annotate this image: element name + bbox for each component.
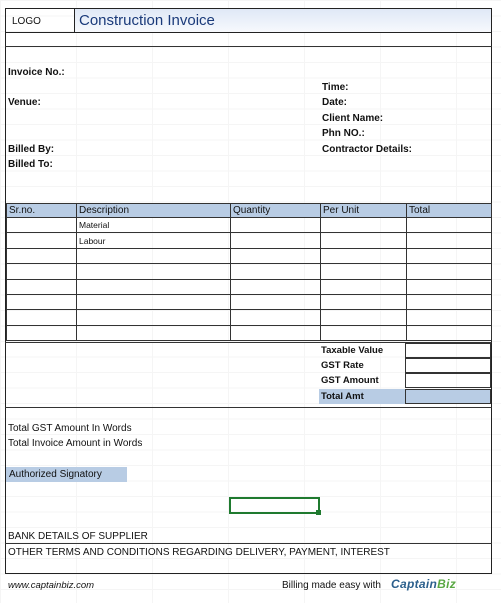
col-header-per-unit[interactable]: Per Unit <box>321 204 407 218</box>
logo-cell[interactable]: LOGO <box>5 8 75 33</box>
table-cell[interactable] <box>407 233 492 248</box>
total-amt-label: Total Amt <box>321 391 364 402</box>
table-cell[interactable] <box>321 218 407 233</box>
table-cell[interactable]: Labour <box>77 233 231 248</box>
fill-handle[interactable] <box>316 510 321 515</box>
footer-website[interactable]: www.captainbiz.com <box>8 580 95 591</box>
billed-by-label[interactable]: Billed By: <box>8 144 55 155</box>
table-cell[interactable] <box>77 264 231 279</box>
contractor-details-label[interactable]: Contractor Details: <box>322 144 413 155</box>
authorized-signatory[interactable]: Authorized Signatory <box>6 467 127 482</box>
table-cell[interactable] <box>231 294 321 309</box>
table-cell[interactable] <box>77 294 231 309</box>
table-cell[interactable] <box>231 310 321 325</box>
gst-rate-label: GST Rate <box>321 360 364 371</box>
table-cell[interactable] <box>407 310 492 325</box>
gst-rate-row <box>319 358 491 373</box>
total-amt-row <box>319 389 491 404</box>
invoice-title[interactable]: Construction Invoice <box>75 8 492 33</box>
table-cell[interactable] <box>7 279 77 294</box>
taxable-value-row <box>319 343 491 358</box>
gst-amount-label: GST Amount <box>321 375 379 386</box>
invoice-no-label[interactable]: Invoice No.: <box>8 67 65 78</box>
table-row <box>7 279 492 294</box>
divider <box>5 543 492 544</box>
table-cell[interactable] <box>7 264 77 279</box>
gst-amount-row <box>319 373 491 388</box>
table-cell[interactable] <box>321 279 407 294</box>
table-cell[interactable]: Material <box>77 218 231 233</box>
table-cell[interactable] <box>321 233 407 248</box>
gst-amount-cell[interactable] <box>405 373 491 388</box>
venue-label[interactable]: Venue: <box>8 97 41 108</box>
table-cell[interactable] <box>77 325 231 340</box>
items-table <box>6 203 492 341</box>
table-cell[interactable] <box>77 279 231 294</box>
terms-conditions[interactable]: OTHER TERMS AND CONDITIONS REGARDING DELIVERY, PAYMENT, INTEREST <box>8 547 390 558</box>
table-cell[interactable] <box>77 248 231 263</box>
table-cell[interactable] <box>321 310 407 325</box>
captainbiz-logo <box>391 577 456 591</box>
table-cell[interactable] <box>7 248 77 263</box>
table-cell[interactable] <box>321 325 407 340</box>
time-label[interactable]: Time: <box>322 82 349 93</box>
table-row <box>7 248 492 263</box>
table-row <box>7 325 492 340</box>
gst-rate-cell[interactable] <box>405 358 491 373</box>
table-cell[interactable] <box>77 310 231 325</box>
table-cell[interactable] <box>407 218 492 233</box>
brand-part-a: Captain <box>391 577 438 591</box>
table-cell[interactable] <box>407 279 492 294</box>
table-cell[interactable] <box>407 264 492 279</box>
table-row <box>7 264 492 279</box>
billed-to-label[interactable]: Billed To: <box>8 159 53 170</box>
footer-tagline: Billing made easy with <box>282 580 381 591</box>
table-cell[interactable] <box>231 325 321 340</box>
bank-details[interactable]: BANK DETAILS OF SUPPLIER <box>8 531 148 542</box>
col-header-srno[interactable]: Sr.no. <box>7 204 77 218</box>
divider <box>5 407 492 408</box>
date-label[interactable]: Date: <box>322 97 348 108</box>
items-header-row <box>7 204 492 218</box>
table-cell[interactable] <box>321 294 407 309</box>
table-cell[interactable] <box>231 248 321 263</box>
table-row <box>7 233 492 248</box>
taxable-value-label: Taxable Value <box>321 345 384 356</box>
total-gst-words[interactable]: Total GST Amount In Words <box>8 423 132 434</box>
table-row <box>7 218 492 233</box>
table-cell[interactable] <box>407 294 492 309</box>
table-row <box>7 294 492 309</box>
table-cell[interactable] <box>7 325 77 340</box>
table-cell[interactable] <box>231 279 321 294</box>
table-cell[interactable] <box>7 233 77 248</box>
selected-cell[interactable] <box>229 497 320 514</box>
col-header-description[interactable]: Description <box>77 204 231 218</box>
table-cell[interactable] <box>231 233 321 248</box>
table-row <box>7 310 492 325</box>
table-cell[interactable] <box>321 264 407 279</box>
client-name-label[interactable]: Client Name: <box>322 113 384 124</box>
table-cell[interactable] <box>7 294 77 309</box>
table-cell[interactable] <box>7 218 77 233</box>
total-amt-cell[interactable] <box>405 389 491 404</box>
table-cell[interactable] <box>407 325 492 340</box>
col-header-quantity[interactable]: Quantity <box>231 204 321 218</box>
taxable-value-cell[interactable] <box>405 343 491 358</box>
brand-part-b: Biz <box>437 577 457 591</box>
col-header-total[interactable]: Total <box>407 204 492 218</box>
table-cell[interactable] <box>7 310 77 325</box>
total-invoice-words[interactable]: Total Invoice Amount in Words <box>8 438 143 449</box>
divider <box>5 46 492 47</box>
table-cell[interactable] <box>231 218 321 233</box>
table-cell[interactable] <box>321 248 407 263</box>
table-cell[interactable] <box>407 248 492 263</box>
table-cell[interactable] <box>231 264 321 279</box>
phone-number-label[interactable]: Phn NO.: <box>322 128 365 139</box>
